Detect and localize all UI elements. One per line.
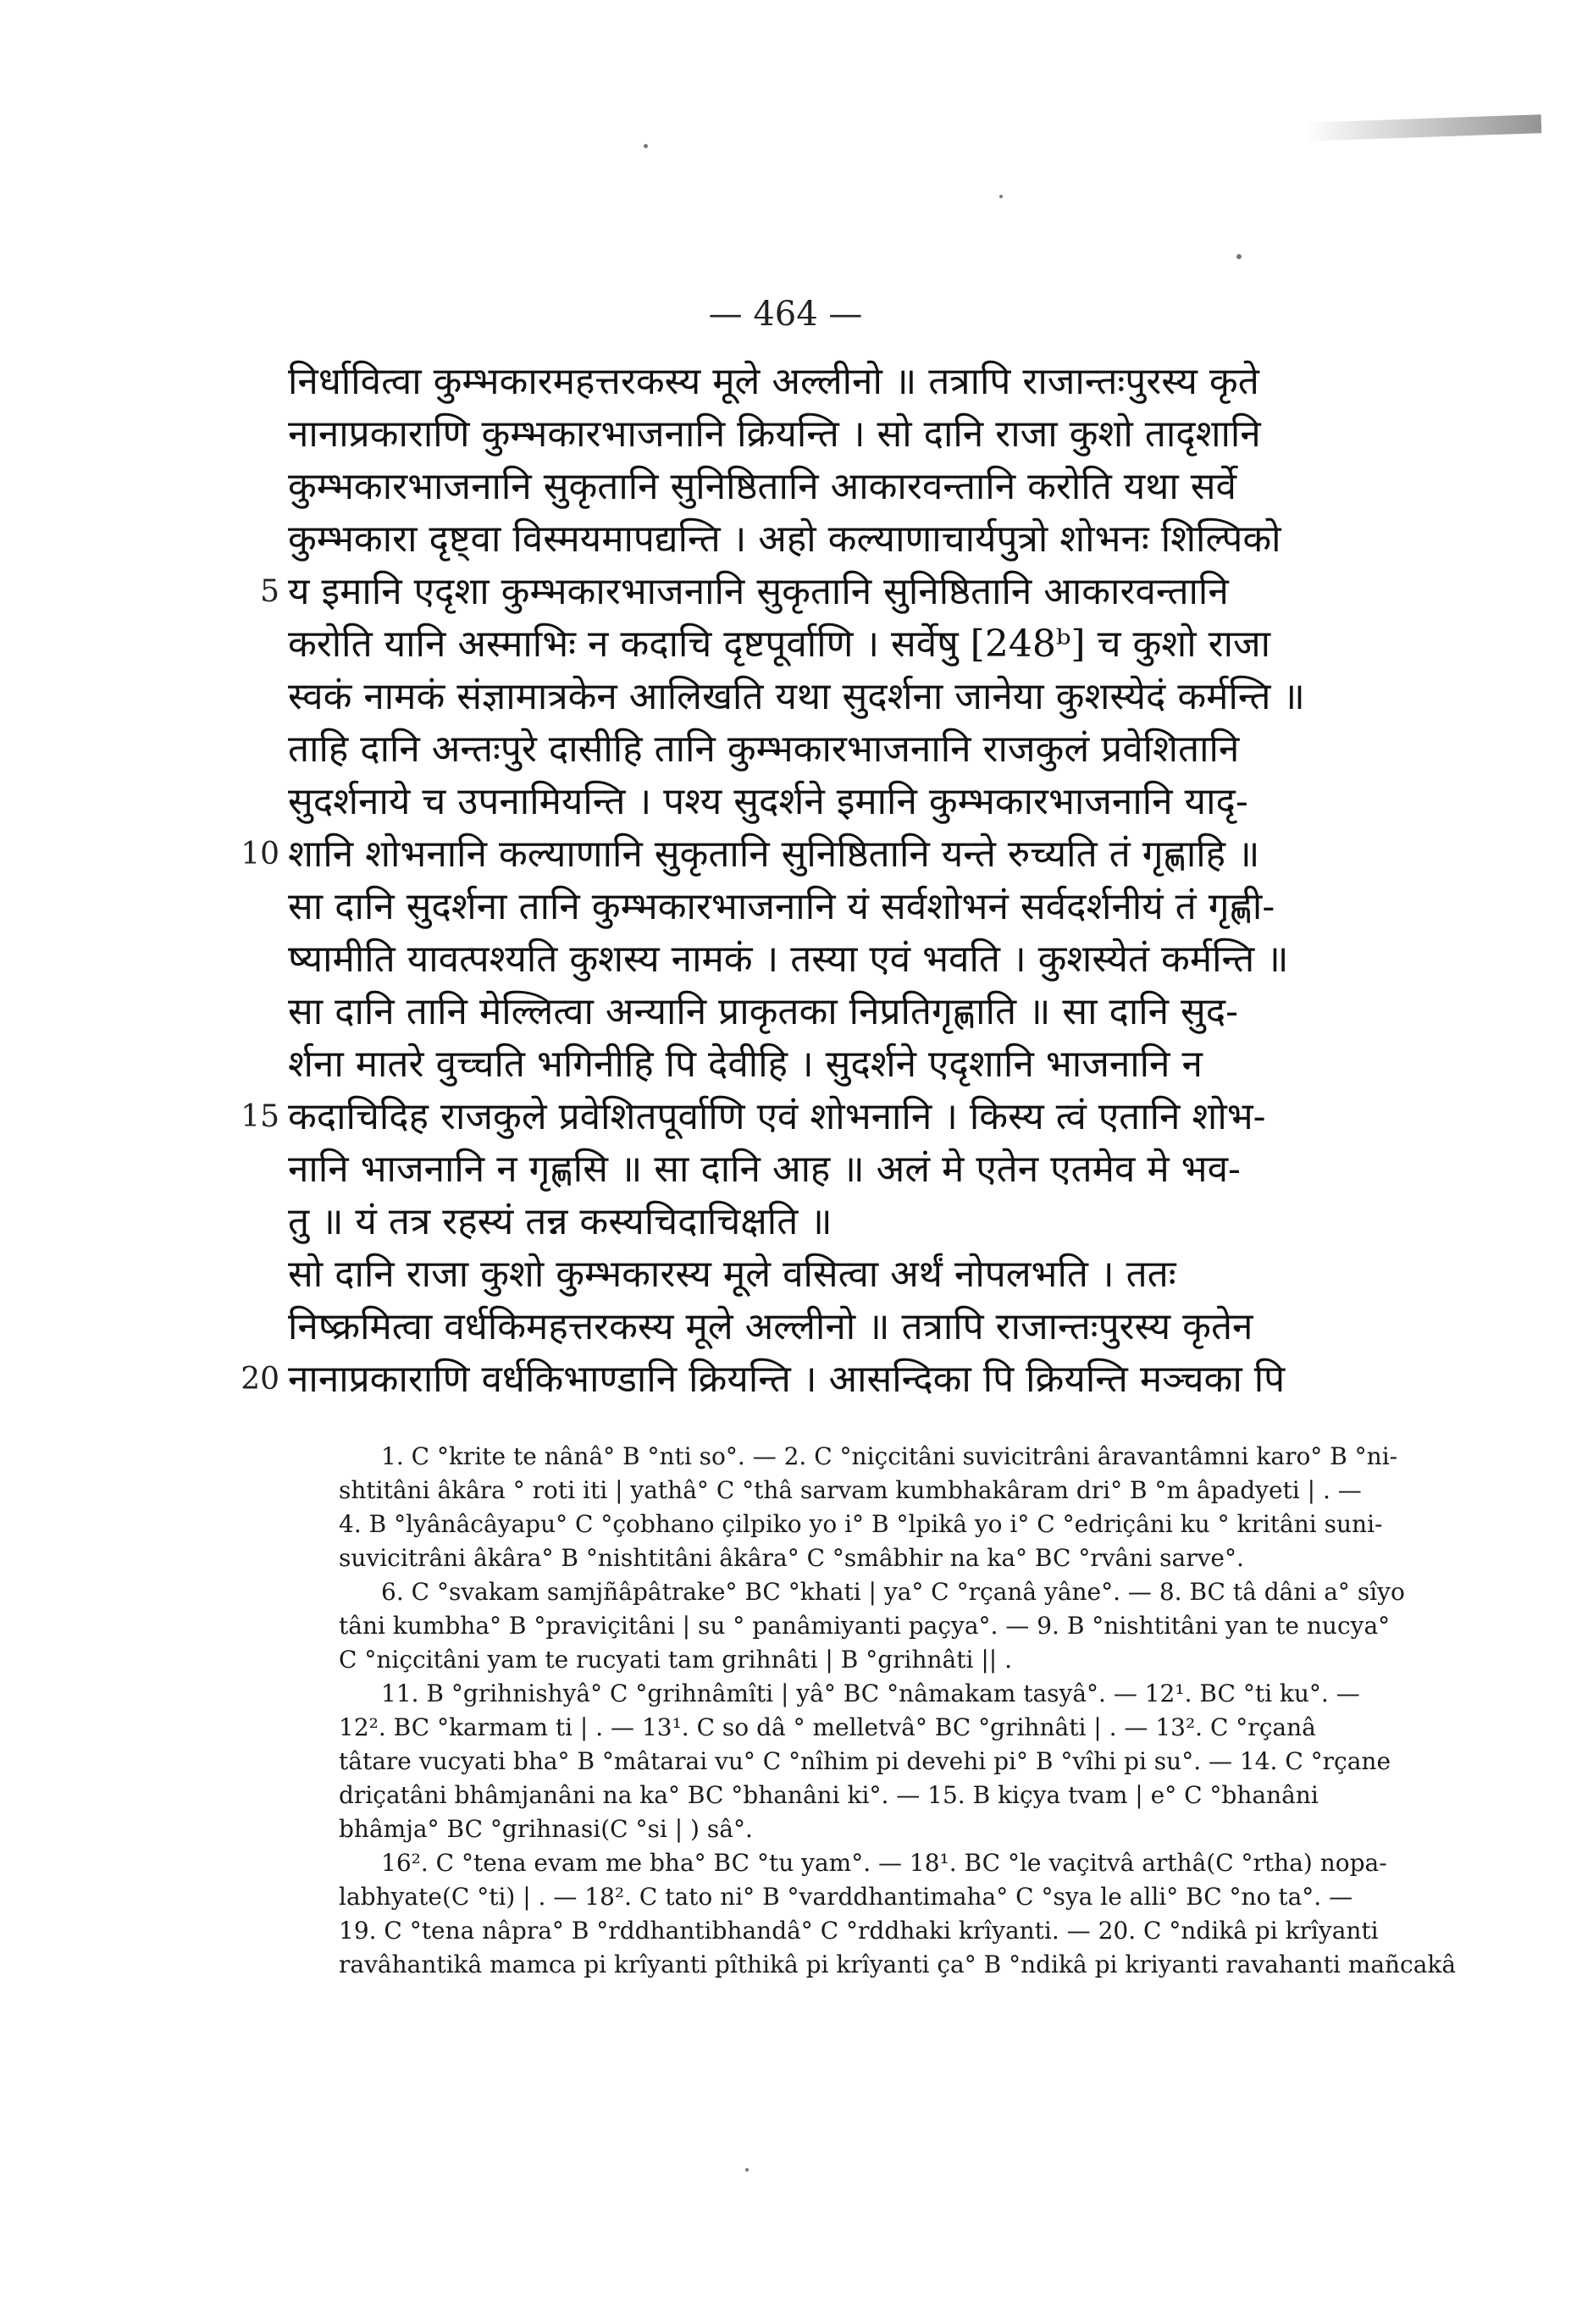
footnote-line: bhâmja° BC °grihnasi(C °si | ) sâ°. xyxy=(339,1815,753,1843)
line-text: य इमानि एदृशा कुम्भकारभाजनानि सुकृतानि सुनिष्ठितानि आकारवन्तानि xyxy=(288,570,1229,613)
footnote-line: ravâhantikâ mamca pi krîyanti pîthikâ pi krîyanti ça° B °ndikâ pi kriyanti ravahanti mañcakâ xyxy=(339,1951,1457,1978)
text-line xyxy=(288,1301,1440,1353)
footnote-line: 4. B °lyânâcâyapu° C °çobhano çilpiko yo i° B °lpikâ yo i° C °edriçâni ku ° kritâni suni- xyxy=(339,1510,1383,1538)
text-line xyxy=(241,1091,1440,1143)
line-text: ष्यामीति यावत्पश्यति कुशस्य नामकं । तस्या एवं भवति । कुशस्येतं कर्मन्ति ॥ xyxy=(288,938,1289,981)
line-text: तु ॥ यं तत्र रहस्यं तन्न कस्यचिदाचिक्षति ॥ xyxy=(288,1200,833,1243)
text-line xyxy=(288,1038,1440,1091)
line-number: 5 xyxy=(260,574,279,609)
line-text: स्वकं नामकं संज्ञामात्रकेन आलिखति यथा सुदर्शना जानेया कुशस्येदं कर्मन्ति ॥ xyxy=(288,675,1305,718)
line-text: कुम्भकारा दृष्ट्वा विस्मयमापद्यन्ति । अहो कल्याणाचार्यपुत्रो शोभनः शिल्पिको xyxy=(288,517,1281,561)
text-line xyxy=(288,618,1440,671)
footnote-line: 12². BC °karmam ti | . — 13¹. C so dâ ° melletvâ° BC °grihnâti | . — 13². C °rçanâ xyxy=(339,1713,1316,1741)
footnote-line: C °niçcitâni yam te rucyati tam grihnâti | B °grihnâti || . xyxy=(339,1646,1013,1674)
text-line xyxy=(288,1196,1440,1248)
line-number: 10 xyxy=(241,837,279,872)
footnote-line: tâtare vucyati bha° B °mâtarai vu° C °nîhim pi devehi pi° B °vîhi pi su°. — 14. C °rçane xyxy=(339,1747,1391,1775)
paper-speck xyxy=(644,144,648,148)
text-line xyxy=(288,408,1440,461)
corner-stain xyxy=(1304,114,1542,141)
text-line xyxy=(241,828,1440,881)
line-text: कदाचिदिह राजकुले प्रवेशितपूर्वाणि एवं शोभनानि । किस्य त्वं एतानि शोभ- xyxy=(288,1095,1266,1138)
text-line xyxy=(288,933,1440,986)
paper-speck xyxy=(745,2168,749,2172)
text-line xyxy=(288,671,1440,723)
line-number: 20 xyxy=(241,1362,279,1397)
line-text: नानाप्रकाराणि वर्धकिभाण्डानि क्रियन्ति । आसन्दिका पि क्रियन्ति मञ्चका पि xyxy=(288,1358,1286,1401)
line-text: कुम्भकारभाजनानि सुकृतानि सुनिष्ठितानि आकारवन्तानि करोति यथा सर्वे xyxy=(288,465,1236,508)
footnote-line: 16². C °tena evam me bha° BC °tu yam°. — 18¹. BC °le vaçitvâ arthâ(C °rtha) nopa- xyxy=(381,1849,1387,1877)
footnote-line: shtitâni âkâra ° roti iti | yathâ° C °thâ sarvam kumbhakâram dri° B °m âpadyeti | . — xyxy=(339,1476,1362,1504)
line-text: सा दानि तानि मेल्लित्वा अन्यानि प्राकृतका निप्रतिगृह्णाति ॥ सा दानि सुद- xyxy=(288,990,1239,1033)
paper-speck xyxy=(1236,254,1242,259)
line-text: निर्धावित्वा कुम्भकारमहत्तरकस्य मूले अल्लीनो ॥ तत्रापि राजान्तःपुरस्य कृते xyxy=(288,360,1259,403)
line-text: सा दानि सुदर्शना तानि कुम्भकारभाजनानि यं सर्वशोभनं सर्वदर्शनीयं तं गृह्णी- xyxy=(288,885,1275,928)
line-text: सो दानि राजा कुशो कुम्भकारस्य मूले वसित्वा अर्थं नोपलभति । ततः xyxy=(288,1253,1176,1296)
text-line xyxy=(288,513,1440,566)
text-line xyxy=(260,566,1440,618)
text-line xyxy=(241,1353,1440,1406)
main-text xyxy=(241,356,1440,1406)
text-line xyxy=(288,356,1440,408)
footnotes xyxy=(339,1440,1457,1982)
footnote-line: driçatâni bhâmjanâni na ka° BC °bhanâni ki°. — 15. B kiçya tvam | e° C °bhanâni xyxy=(339,1781,1319,1809)
line-text: र्शना मातरे वुच्चति भगिनीहि पि देवीहि । सुदर्शने एदृशानि भाजनानि न xyxy=(288,1043,1203,1086)
line-text: शानि शोभनानि कल्याणानि सुकृतानि सुनिष्ठितानि यन्ते रुच्यति तं गृह्णाहि ॥ xyxy=(288,833,1260,876)
text-line xyxy=(288,461,1440,513)
text-line xyxy=(288,986,1440,1038)
text-line xyxy=(288,881,1440,933)
footnote-line: 1. C °krite te nânâ° B °nti so°. — 2. C °niçcitâni suvicitrâni âravantâmni karo° B °ni- xyxy=(381,1442,1398,1470)
line-text: नानि भाजनानि न गृह्णसि ॥ सा दानि आह ॥ अलं मे एतेन एतमेव मे भव- xyxy=(288,1148,1241,1191)
line-text: ताहि दानि अन्तःपुरे दासीहि तानि कुम्भकारभाजनानि राजकुलं प्रवेशितानि xyxy=(288,728,1240,771)
text-line xyxy=(288,1143,1440,1196)
text-line xyxy=(288,776,1440,828)
line-text: करोति यानि अस्माभिः न कदाचि दृष्टपूर्वाणि । सर्वेषु [248ᵇ] च कुशो राजा xyxy=(288,622,1271,666)
paper-speck xyxy=(999,195,1003,198)
page-number: — 464 — xyxy=(708,295,863,334)
text-line xyxy=(288,723,1440,776)
footnote-line: labhyate(C °ti) | . — 18². C tato ni° B °varddhantimaha° C °sya le alli° BC °no ta°. — xyxy=(339,1883,1353,1911)
footnote-line: 19. C °tena nâpra° B °rddhantibhandâ° C °rddhaki krîyanti. — 20. C °ndikâ pi krîyanti xyxy=(339,1917,1379,1945)
footnote-line: suvicitrâni âkâra° B °nishtitâni âkâra° C °smâbhir na ka° BC °rvâni sarve°. xyxy=(339,1544,1244,1572)
footnote-line: 6. C °svakam samjñâpâtrake° BC °khati | ya° C °rçanâ yâne°. — 8. BC tâ dâni a° sîyo xyxy=(381,1578,1405,1606)
line-text: नानाप्रकाराणि कुम्भकारभाजनानि क्रियन्ति । सो दानि राजा कुशो तादृशानि xyxy=(288,412,1261,456)
footnote-line: 11. B °grihnishyâ° C °grihnâmîti | yâ° BC °nâmakam tasyâ°. — 12¹. BC °ti ku°. — xyxy=(381,1679,1360,1707)
text-line xyxy=(288,1248,1440,1301)
line-number: 15 xyxy=(241,1099,279,1134)
line-text: निष्क्रमित्वा वर्धकिमहत्तरकस्य मूले अल्लीनो ॥ तत्रापि राजान्तःपुरस्य कृतेन xyxy=(288,1305,1253,1348)
footnote-line: tâni kumbha° B °praviçitâni | su ° panâmiyanti paçya°. — 9. B °nishtitâni yan te nucya° xyxy=(339,1612,1391,1640)
line-text: सुदर्शनाये च उपनामियन्ति । पश्य सुदर्शने इमानि कुम्भकारभाजनानि यादृ- xyxy=(288,780,1248,823)
